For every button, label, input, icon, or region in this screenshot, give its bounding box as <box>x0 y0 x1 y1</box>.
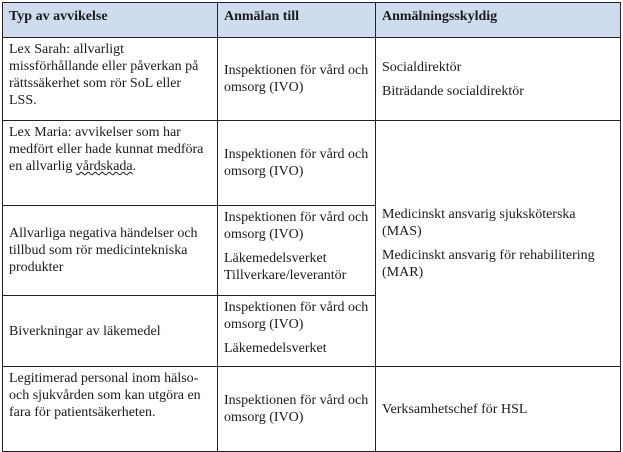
report-to-item: Inspektionen för vård och omsorg (IVO) <box>224 300 369 332</box>
header-responsible: Anmälningsskyldig <box>376 3 621 38</box>
responsible-item: Socialdirektör <box>382 59 462 75</box>
table-row <box>3 121 621 206</box>
table-row <box>3 38 621 121</box>
report-to-item: Läkemedelsverket <box>224 251 327 266</box>
report-to-item: Inspektionen för vård och omsorg (IVO) <box>224 393 369 425</box>
responsible-item: Medicinskt ansvarig sjuksköterska (MAS) <box>382 207 576 239</box>
responsible-item: Verksamhetschef för HSL <box>382 401 528 417</box>
report-to-cell <box>218 38 376 121</box>
type-cell: Lex Sarah: allvarligt missförhållande eller påverkan på rättssäkerhet som rör SoL eller LSS. <box>3 38 218 121</box>
report-to-cell <box>218 296 376 367</box>
spellcheck-flagged-word: vårdskada <box>75 159 133 174</box>
type-text: Lex Maria: avvikelser som har medfört eller hade kunnat medföra en allvarlig <box>9 125 204 174</box>
type-cell: Allvarliga negativa händelser och tillbud som rör medicintekniska produkter <box>3 206 218 296</box>
header-type: Typ av avvikelse <box>3 3 218 38</box>
report-to-cell <box>218 121 376 206</box>
responsible-item: Biträdande socialdirektör <box>382 83 524 99</box>
merged-responsible-cell <box>376 121 621 367</box>
deviation-reporting-table <box>2 2 621 452</box>
report-to-cell <box>218 206 376 296</box>
report-to-item: Inspektionen för vård och omsorg (IVO) <box>224 63 369 95</box>
responsible-item: Medicinskt ansvarig för rehabilitering (MAR) <box>382 248 595 280</box>
header-row <box>3 3 621 38</box>
type-cell: Legitimerad personal inom hälso- och sjukvården som kan utgöra en fara för patientsäkerheten. <box>3 367 218 452</box>
table-row <box>3 367 621 452</box>
type-cell: Biverkningar av läkemedel <box>3 296 218 367</box>
report-to-item: Tillverkare/leverantör <box>224 268 347 283</box>
report-to-item: Inspektionen för vård och omsorg (IVO) <box>224 210 369 242</box>
responsible-cell <box>376 367 621 452</box>
header-report-to: Anmälan till <box>218 3 376 38</box>
report-to-cell <box>218 367 376 452</box>
responsible-cell <box>376 38 621 121</box>
report-to-item: Läkemedelsverket <box>224 341 327 356</box>
report-to-item: Inspektionen för vård och omsorg (IVO) <box>224 147 369 179</box>
type-cell <box>3 121 218 206</box>
type-text-end: . <box>132 159 137 174</box>
